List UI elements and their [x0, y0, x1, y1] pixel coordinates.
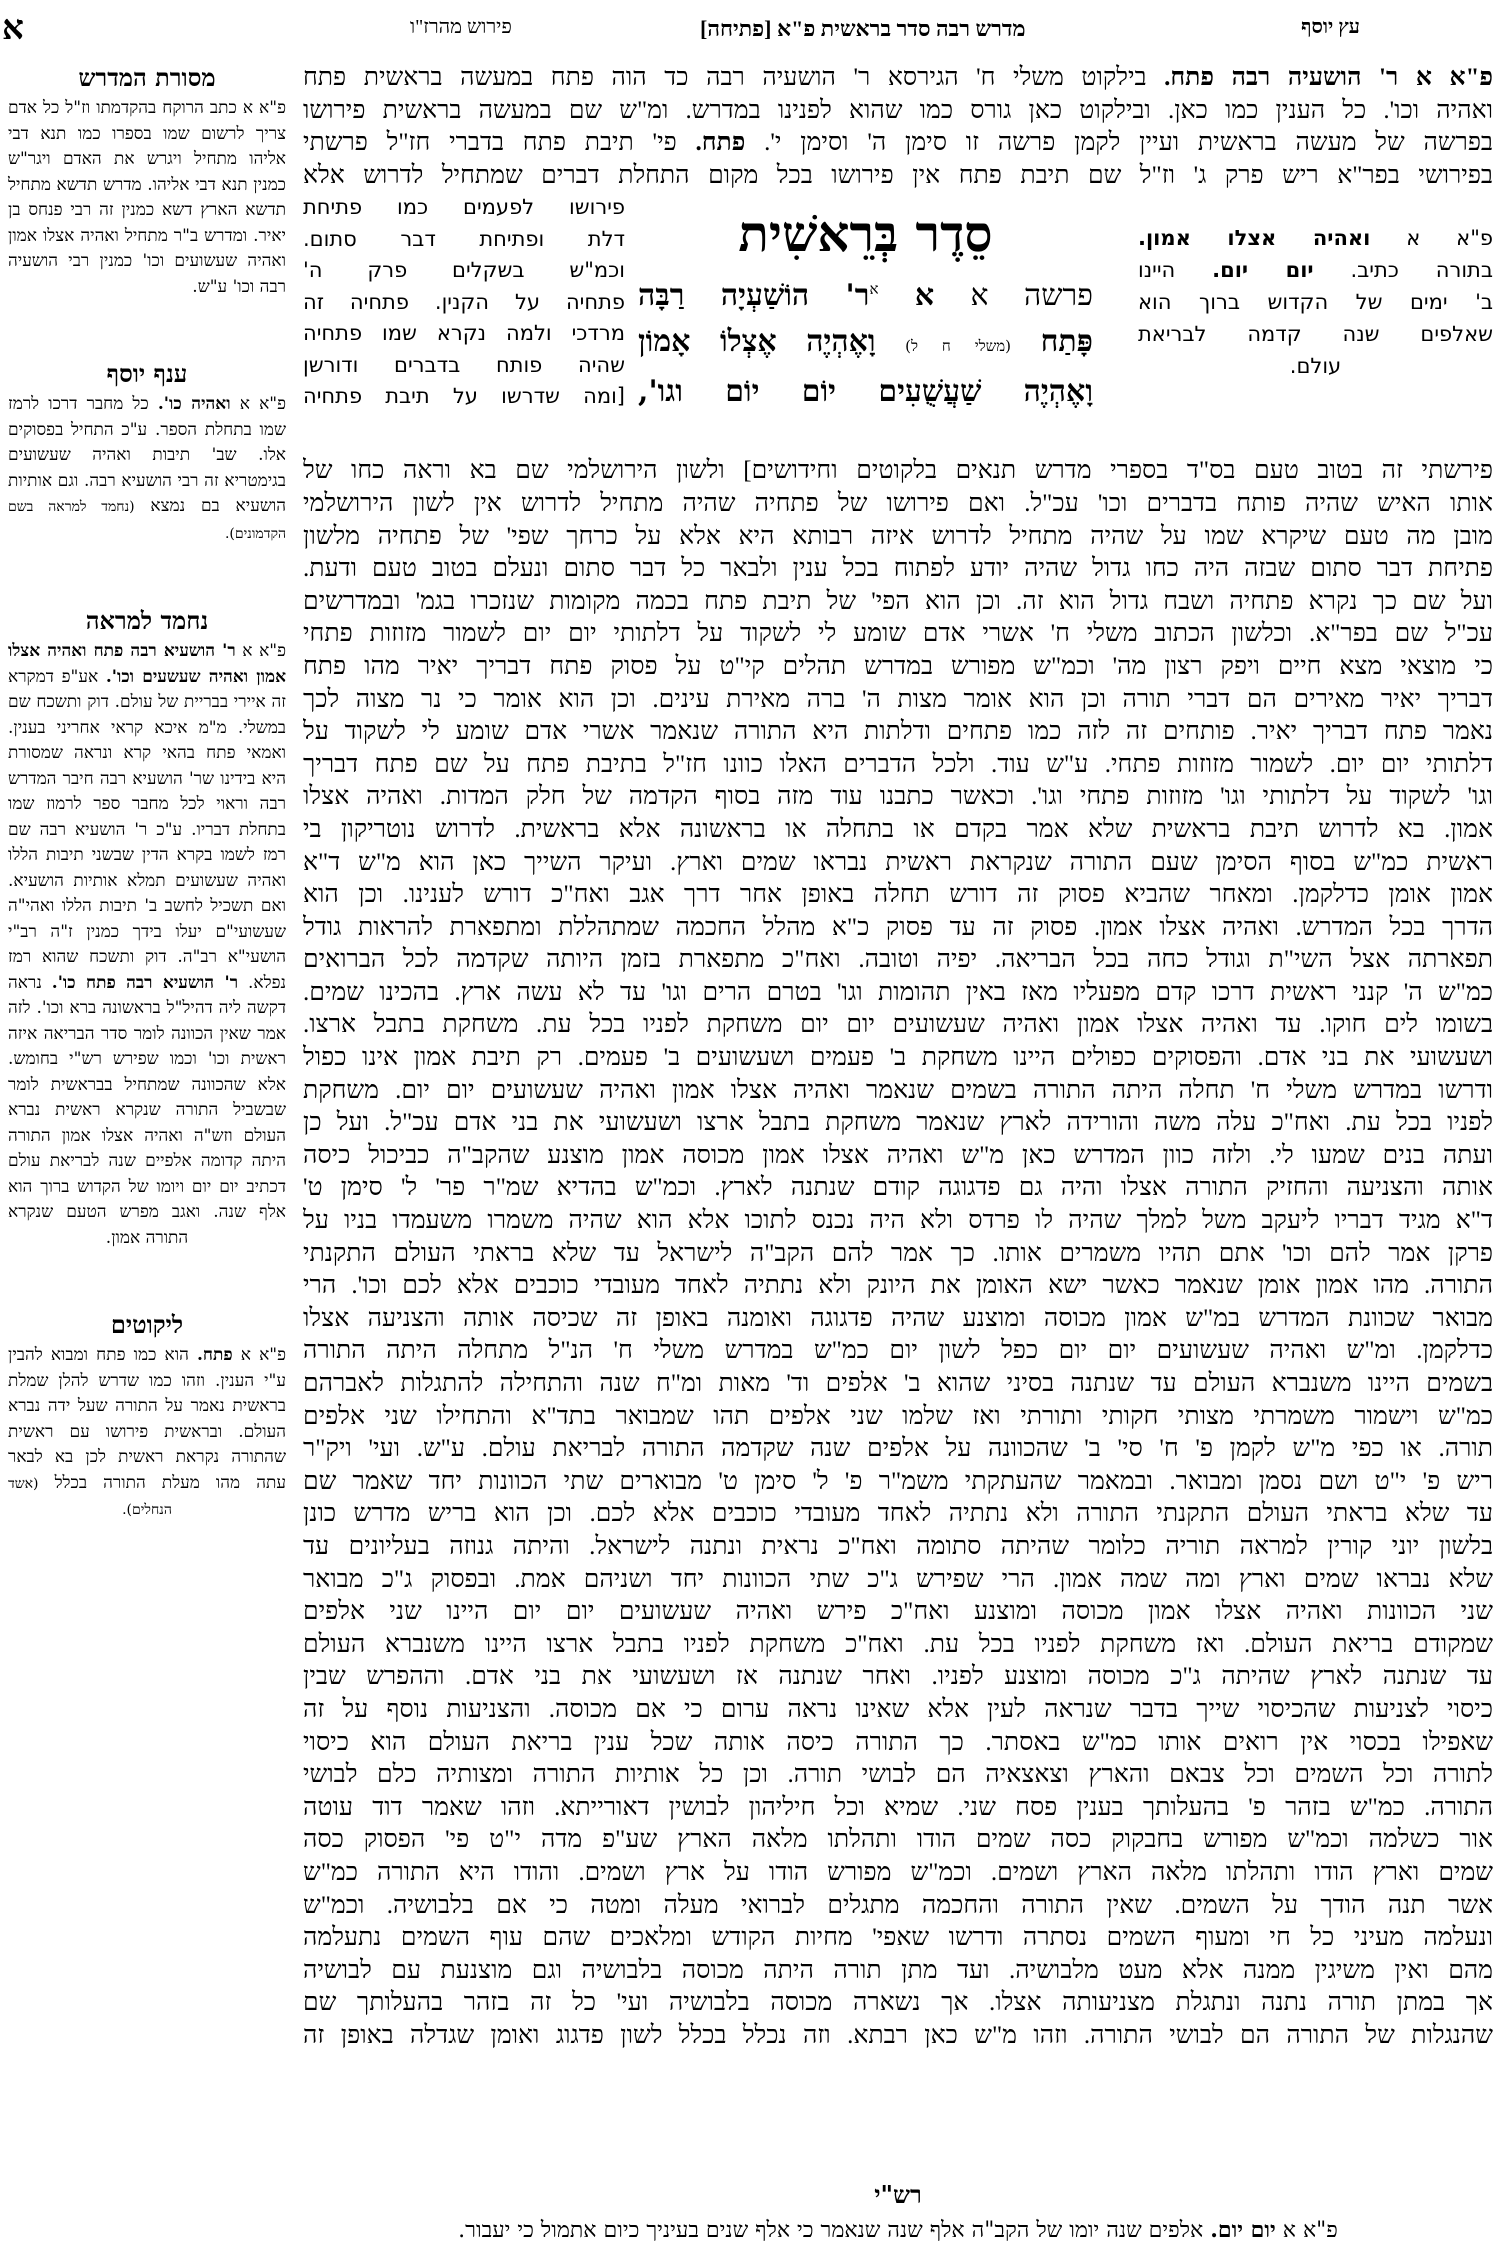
line-text: פי' תיבת פתח בדברי חז"ל פרשתי: [303, 129, 696, 157]
rashi-body: [303, 2214, 1493, 2247]
side-commentary-column: [8, 62, 286, 1582]
text-line: שהנגלות של התורה הם לבושי התורה. וזהו מ"ש כאן רבתא. וזה נכלל בכלל לשון פדגוג ואומן שגדלה באופן זה: [303, 2021, 1493, 2049]
text-line: כדלקמן. ומ"ש ואהיה שעשועים יום יום כפל לשון יום כמ"ש במדרש משלי ח' הנ"ל מתחלה היתה התורה: [303, 1337, 1493, 1365]
text-line: דלתותי יום יום. לשמור מזוזות פתחי. ע"ש עוד. ולכל הדברים האלו כוונו חז"ל בתיבת פתח על שם פתח דבריך: [303, 750, 1493, 778]
text-line: מהם ואין משיגין ממנה אלא מעט מלבושיה. ועד מתן תורה היתה מכוסה בלבושיה וגם מוצנעת עם לבושיה: [303, 1956, 1493, 1984]
text-line: כמ"ש ה' קנני ראשית דרכו קדם מפעליו מאז באין תהומות וגו' בטרם הרים וגו' עד לא עשה ארץ. בהכינו שמים.: [303, 978, 1493, 1006]
section-lead-bold: פתח.: [197, 1345, 233, 1365]
center-block-left-commentary: [303, 192, 625, 413]
text-line: ב' ימים של הקדוש ברוך הוא: [1138, 290, 1493, 315]
section-title: נחמד למראה: [85, 606, 209, 635]
text-line: דבריך יאיר מאירים הם דברי תורה וכן הוא אומר מצות ה' ברה מאירת עינים. וכן הוא אומר כי נר מצוה לכך: [303, 685, 1493, 713]
text-line: עכ"ל שם בפר"א. וכלשון הכתוב משלי ח' אשרי אדם שומע לי לשקוד על דלתותי יום יום לשמור מזוזות פתחי: [303, 620, 1493, 648]
main-commentary-column: [303, 62, 1493, 2052]
section-body: [8, 1343, 286, 1524]
line-text: בילקוט משלי ח' הגירסא ר' הושעיה רבה כד הוה פתח במעשה בראשית פתח: [303, 64, 1165, 91]
verse-text: ר' הוֹשַׁעְיָה רַבָּה: [638, 278, 870, 314]
text-line: דלת ופתיחת דבר סתום.: [303, 226, 625, 251]
bold-lemma: פתח.: [695, 129, 746, 157]
text-line: מובן מה טעם שיקרא שמו על שהיה מתחיל לדרוש איזה רבותא היא אלא על כרחך שפי' של פתחיה מלשון: [303, 522, 1493, 550]
text-line: שני הכוונות ואהיה אצלו אמון מכוסה ומוצנע ואח"כ פירש ואהיה שעשועים יום יום היינו שני אלפים: [303, 1598, 1493, 1626]
section-text: הוא כמו פתח ומבוא להבין ע"י הענין. וזהו כמו שדרש להלן שמלת בראשית נאמר על התורה שעל ידה נברא העולם. ובראשית פירושו עם ראשית שהתורה נקראת ראשית לכן בא לבאר עתה מהו מעלת התורה בכלל: [8, 1345, 286, 1493]
text-line: ושעשועי את בני אדם. והפסוקים כפולים היינו משחקת ב' פעמים ושעשועים ב' פעמים. רק תיבת אמון אינו כפול: [303, 1044, 1493, 1072]
section-title: ענף יוסף: [106, 359, 188, 388]
rashi-text: אלפים שנה יומו של הקב"ה אלף שנה שנאמר כי אלף שנים בעיניך כיום אתמול כי יעבור.: [458, 2218, 1211, 2243]
text-line: אך במתן תורה נתנה ונתגלת מצניעותה אצלו. אך נשארה מכוסה בלבושיה ועי' כל זה בזהר בהעלותך שם: [303, 1989, 1493, 2017]
text-line: בלשון יוני קורין למראה תוריה כלומר שהיתה סתומה ואח"כ נראית ונתנה לישראל. והיתה גנוזה בעליונים עד: [303, 1532, 1493, 1560]
text-line: בפירושי בפר"א ריש פרק ג' וז"ל שם תיבת פתח אין פירושו בכל מקום התחלת דברים שמתחיל לדרוש אלא: [303, 161, 1493, 189]
text-line: וגו' לשקוד על דלתותי וגו' מזוזות פתחי וגו'. וכאשר כתבנו עוד מזה בסוף הקדמה של חלק המדות. ואהיה אצלו: [303, 783, 1493, 811]
section-anaf-yosef: [8, 358, 286, 547]
section-text: כל מחבר דרכו לרמז שמו בתחלת הספר. ע"כ התחיל בפסוקים אלו. שב' תיבות ואהיה שעשועים בגימטריא זה רבי הושעיא רבה. וגם אותיות הושעיא בם נמצא: [8, 394, 286, 516]
text-line: תורה. או כפי מ"ש לקמן פ' ח' סי' ב' שהכוונה על אלפים שנה שקדמה התורה לבריאת עולם. ע"ש. ועי' ויק"ר: [303, 1435, 1493, 1463]
section-lead: פ"א א: [232, 1345, 287, 1365]
rashi-title: רש"י: [874, 2180, 922, 2209]
footnote-marker: א: [869, 280, 879, 299]
section-mesoret-hamidrash: [8, 62, 286, 300]
text-line: מבואר שכוונת המדרש במ"ש אמון מכוסה ומוצנע שהיה פדגוגה ואומנה באופן זה שכיסה אותה והצניעה אצלו: [303, 1304, 1493, 1332]
rashi-lead: פ"א א: [1275, 2218, 1338, 2243]
section-nechmad-lemareh: [8, 605, 286, 1251]
text-line: כי מוצאי מצא חיים ויפק רצון מה' וכמ"ש מפורש במדרש תהלים קי"ט על פסוק פתח דבריך יאיר מהו פתח: [303, 652, 1493, 680]
midrash-main-text: [638, 202, 1093, 415]
verse-line: [638, 319, 1093, 369]
text-line: לפניו בכל עת. ואח"כ עלה משה והורידה לארץ שנאמר משחקת בתבל ארצו ושעשועי את בני אדם עכ"ל. ועל כן: [303, 1109, 1493, 1137]
text-line: ריש פ' י"ט ושם נסמן ומבואר. ובמאמר שהעתקתי משמ"ר פ' ל' סימן ט' מבוארים שתי הכוונות יחד שאמר שם: [303, 1467, 1493, 1495]
rashi-lemma: יום יום.: [1210, 2217, 1276, 2243]
paragraph-number: א: [914, 278, 935, 314]
text-line: [1138, 222, 1493, 254]
verse-line: [638, 266, 1093, 319]
text-line: ונעלמה מעיני כל חי ומעוף השמים נסתרה ודרשו שאפי' מחיות הקודש ומלאכים שהם עוף השמים נתעלמה: [303, 1924, 1493, 1952]
section-tail: נראה דקשה ליה דהיל"ל בראשונה ברא וכו'. לזה אמר שאין הכוונה לומר סדר הבריאה איזה ראשית וכו' וכמו שפירש רש"י בחומש. אלא שהכוונה שמתחיל בבראשית לומר שבשביל התורה שנקרא ראשית נברא העולם וזש"ה ואהיה אצלו אמון התורה היתה קדומה אלפיים שנה לבריאת עולם דכתיב יום יום ויומו של הקדוש ברוך הוא אלף שנה. ואגב מפרש הטעם שנקרא התורה אמון.: [8, 972, 286, 1248]
verse-reference: (משלי ח ל): [905, 337, 1012, 356]
text-line: [1138, 254, 1493, 286]
verse-text: וָאֶהְיֶה אֶצְלוֹ אָמוֹן: [638, 324, 876, 360]
text-line: שאפילו בכסוי אין רואים אותו כמ"ש באסתר. כך התורה כיסה אותה שכל ענין בריאת העולם הוא כיסוי: [303, 1728, 1493, 1756]
section-body: פ"א א כתב הרוקח בהקדמתו וז"ל כל אדם צריך לרשום שמו בספרו כמו תנא דבי אליהו מתחיל ויגרש את האדם ויגר"ש כמנין תנא דבי אליהו. מדרש תדשא מתחיל תדשא הארץ דשא כמנין זה רבי פנחס בן יאיר. ומדרש ב"ר מתחיל ואהיה אצלו אמון ואהיה שעשועים וכו' כמנין רבי הושעיה רבה וכו' ע"ש.: [8, 98, 286, 297]
section-body: [8, 639, 286, 1251]
text-line: פירושו לפעמים כמו פתיחת: [303, 195, 625, 220]
line-lead: בתורה כתיב.: [1313, 258, 1493, 283]
text-line: [303, 127, 1493, 160]
text-line: התורה. מהו אמון אומן שנאמר כאשר ישא האומן את היונק ולא נתתיה לאחד מעובדי כוכבים אלא לכם וכו'. הרי: [303, 1272, 1493, 1300]
text-line: אותה והצניעה והחזיק התורה אצלו והיה גם פדגוגה קודם שנתנה לארץ. וכמ"ש בהדיא שמ"ר פר' ל' סימן ט': [303, 1174, 1493, 1202]
text-line: פתיחת דבר סתום שבזה היה כחו גדול שהיה יודע לפתוח בכל ענין ולבאר כל דבר סתום ונעלם בטוב טעם ודעת.: [303, 555, 1493, 583]
text-line: ואהיה וכו'. כל הענין כמו כאן. ובילקוט כאן גורס כמו שהוא לפנינו במדרש. ומ"ש שם במעשה בראשית פירושו: [303, 96, 1493, 124]
text-line: וכמ"ש בשקלים פרק ה': [303, 258, 625, 283]
text-line: התורה. כמ"ש בזהר פ' בהעלותך בענין פסח שני. שמיא וכל חיליהון לבושין דאורייתא. וזהו שאמר דוד עוטה: [303, 1793, 1493, 1821]
section-likutim: [8, 1309, 286, 1524]
seder-title: סֵדֶר בְּרֵאשִׁית: [738, 204, 993, 264]
text-line: ועתה בנים שמעו לי. ולזה כוון המדרש כאן מ"ש ואהיה אצלו אמון מכוסה אמון מוצנע שהקב"ה כביכול כיסה: [303, 1141, 1493, 1169]
text-line: ראשית כמ"ש בסוף הסימן שעם התורה שנקראת ראשית נבראו שמים וארץ. ועיקר השייך כאן הוא מ"ש ד"א: [303, 848, 1493, 876]
text-line: ד"א מגיד דבריו ליעקב משל למלך שהיה לו פרדס ולא היה נכנס לתוכו אלא הוא שהיה משמרו משעמדו בניו על: [303, 1207, 1493, 1235]
text-line: שמים וארץ הודו ותהלתו מלאה הארץ ושמים. וכמ"ש מפורש הודו על ארץ ושמים. והודו היא התורה כמ"ש: [303, 1858, 1493, 1886]
section-lead-bold: ר' הושעיא רבה פתח ואהיה אצלו אמון ואהיה שעשעים וכו'.: [8, 641, 286, 687]
text-line: [303, 62, 1493, 95]
text-line: אשר תנה הודך על השמים. שאין התורה והחכמה מתגלים לברואי מעלה ומטה כי אם בלבושיה. וכמ"ש: [303, 1891, 1493, 1919]
text-line: כיסוי לצניעות שהכיסוי שייך בדבר שנראה לעין אלא שאינו נראה ערום כי אם מכוסה. והצניעות נוסף על זה: [303, 1695, 1493, 1723]
text-line: אור כשלמה וכמ"ש מפורש בחבקוק כסה שמים הודו ותהלתו מלאה הארץ שע"פ מדה י"ט פי' הפסוק כסה: [303, 1826, 1493, 1854]
midrash-center-block: [303, 192, 1493, 455]
section-lead: פ"א א: [230, 394, 287, 414]
text-line: כמ"ש וישמור משמרתי מצותי חקותי ותורתי ואז שלמו שני אלפים תהו שמבואר בתד"א והתחילו שני אלפים: [303, 1402, 1493, 1430]
section-lead-bold: ואהיה כו'.: [157, 394, 231, 414]
bold-lemma: פ"א א ר' הושעיה רבה פתח.: [1164, 64, 1494, 91]
text-line: פתחיה על הקנין. פתחיה זה: [303, 289, 625, 314]
line-lead: פ"א א: [1370, 226, 1493, 251]
text-line: שאלפים שנה קדמה לבריאת: [1138, 322, 1493, 347]
section-body: [8, 392, 286, 547]
text-line: פירשתי זה בטוב טעם בס"ד בספרי מדרש תנאים בלקוטים וחידושים] ולשון הירושלמי שם בא וראה כחו של: [303, 457, 1493, 485]
page-header: [0, 10, 1500, 50]
section-title: ליקוטים: [110, 1310, 184, 1339]
text-line: שלא נבראו שמים וארץ ומה שמה אמון. הרי שפירש ג"כ שתי הכוונות יחד ושניהם אמת. ובפסוק ג"כ מבואר: [303, 1565, 1493, 1593]
bold-lemma: יום יום.: [1212, 258, 1314, 283]
section-source: (נחמד למראה בשם הקדמונים).: [8, 499, 286, 542]
text-line: הדרך בכל המדרש. ואהיה אצלו אמון. פסוק זה עד פסוק כ"א מהלל החכמה שמתהללת ומתפארת להראות גודל: [303, 913, 1493, 941]
text-line: אמון. בא לדרוש תיבת בראשית שלא אמר בקדם או בתחלה או בראשונה אלא בראשית. לדרוש נוטריקון בי: [303, 815, 1493, 843]
header-left-label: פירוש מהרז"ו: [410, 16, 512, 38]
center-block-right-commentary: [1138, 222, 1493, 382]
text-line: [ומה שדרשו על תיבת פתחיה: [303, 384, 625, 409]
text-line: בשמים היינו משנברא העולם עד שנתנה בסיני שהוא ב' אלפים וד' מאות ומ"ח שנה והתחילה להתגלות לאברהם: [303, 1370, 1493, 1397]
section-source: (אשד הנחלים).: [8, 1475, 172, 1518]
text-line: פרקן אמר להם וכו' אתם תהיו משמרים אותו. כך אמר להם הקב"ה לישראל עד שלא בראתי העולם התקנתי: [303, 1239, 1493, 1267]
text-line: אותו האיש שהיה פותח בדברים וכו' עכ"ל. ואם פירושו של פתחיה שהיה מתחיל לדרוש אין לשון הירושלמי: [303, 489, 1493, 517]
header-center-title: מדרש רבה סדר בראשית פ"א [פתיחה]: [700, 16, 1026, 41]
main-body-text: [303, 455, 1493, 2052]
verse-word: פָּתַח: [1040, 324, 1093, 360]
text-line: לתורה וכל השמים וכל צבאם והארץ וצאצאיה הם לבושי תורה. וכן כל אותיות התורה ומצותיה כלם לבושי: [303, 1761, 1493, 1789]
section-lead: פ"א א: [235, 641, 286, 661]
text-line: נאמר פתח דבריך יאיר. פותחים זה לזה כמו פתחים ודלתות היא התורה שנאמר אשרי אדם שומע לי לשקוד על: [303, 718, 1493, 746]
text-line: ודרשו במדרש משלי ח' תחלה היתה התורה בשמים שנאמר ואהיה אצלו אמון ואהיה שעשועים יום יום. משחקת: [303, 1076, 1493, 1104]
verse-line: וָאֶהְיֶה שַׁעֲשֻׁעִים יוֹם יוֹם וגו',: [638, 374, 1093, 410]
text-line: מרדכי ולמה נקרא שמו פתחיה: [303, 321, 625, 346]
text-line: בשומו לים חוקו. עד ואהיה אצלו אמון ואהיה שעשועים יום יום משחקת לפניו בכל עת. משחקת בתבל ארצו.: [303, 1011, 1493, 1039]
text-line: שהיה פותח בדברים ודורשן: [303, 352, 625, 377]
text-line: עולם.: [1289, 354, 1342, 379]
line-text: בפרשה של מעשה בראשית ועיין לקמן פרשה זו סימן ה' וסימן י'.: [745, 129, 1493, 157]
section-text: אע"פ דמקרא זה איירי בבריית של עולם. דוק ותשכח שם במשלי. מ"מ איכא קראי אחריני בענין. ואמאי פתח בהאי קרא ונראה שמסורת היא בידינו שר' הושעיא רבה חיבר המדרש רבה וראוי לכל מחבר ספר לרמוז שמו בתחלת דבריו. ע"כ ר' הושעיא רבה שם רמז לשמו בקרא הדין שבשני תיבות הללו ואהיה שעשועים תמלא אותיות הושעיא. ואם תשכיל לחשב ב' תיבות הללו ואהי"ה שעשועי"ם יעלו בידך כמנין ז"ה רב"י הושעי"א רב"ה. דוק ותשכח שהוא רמז נפלא.: [8, 666, 287, 993]
text-line: ועל שם כך נקרא פתחיה ושבח גדול הוא זה. וכן הוא הפי' של תיבת פתח בכמה מקומות שנזכרו בגמ' ובמדרשים: [303, 587, 1493, 615]
rashi-commentary: [303, 2180, 1493, 2247]
text-line: תפארתה אצל השי"ת וגודל כחה בכל הבריאה. יפיה וטובה. ואח"כ מתפארת בזמן היותה שקדמה לכל הברואים: [303, 946, 1493, 974]
section-title: מסורת המדרש: [78, 63, 216, 92]
section-mid-bold: ר' הושעיא רבה פתח כו'.: [51, 972, 239, 993]
text-line: שמקודם בריאת העולם. ואז משחקת לפניו בכל עת. ואח"כ משחקת לפניו בתבל ארצו היינו משנברא העולם: [303, 1630, 1493, 1658]
page-number-letter: א: [2, 10, 24, 47]
parsha-label: פרשה א: [970, 278, 1093, 314]
text-line: אמון אומן כדלקמן. ומאחר שהביא פסוק זה דורש תחלה באופן אחר דרך אגב ואח"כ דורש לענינו. וכן הוא: [303, 881, 1493, 909]
text-line: עד שלא בראתי העולם התקנתי התורה ולא נתתיה לאחד מעובדי כוכבים אלא לכם. וכן הוא בריש מדרש כונן: [303, 1500, 1493, 1528]
line-text: היינו: [1138, 258, 1213, 283]
header-right-label: עץ יוסף: [1301, 16, 1360, 38]
main-intro: [303, 62, 1493, 192]
text-line: עד שנתנה לארץ שהיתה ג"כ מכוסה ומוצנע לפניו. ואחר שנתנה אז ושעשועי את בני אדם. וההפרש שבין: [303, 1663, 1493, 1691]
bold-lemma: ואהיה אצלו אמון.: [1138, 226, 1371, 251]
